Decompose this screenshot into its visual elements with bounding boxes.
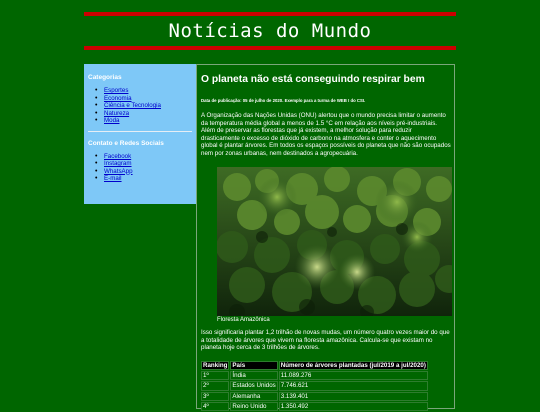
category-link-natureza[interactable]: Natureza — [104, 109, 130, 117]
list-item — [104, 87, 196, 95]
article-title: O planeta não está conseguindo respirar bem — [201, 74, 425, 85]
list-item — [104, 160, 196, 168]
table-cell: 11.089.276 — [279, 371, 428, 380]
site-title: Notícias do Mundo — [168, 20, 372, 42]
article-paragraph-2: Isso significaria plantar 1,2 trilhão de novas mudas, um número quatro vezes maior do que a totalidade de árvores que vivem na floresta amazônica. Calcula-se que existam no planeta hoje cerca de 3 trilhões de árvores. — [201, 329, 450, 352]
table-cell: 3º — [201, 392, 229, 401]
social-link-email[interactable]: E-mail — [104, 175, 122, 182]
list-item — [104, 102, 196, 110]
forest-canopy-image — [217, 167, 452, 316]
site-header — [84, 12, 456, 50]
category-link-esportes[interactable]: Esportes — [104, 87, 129, 94]
column-header-country: País — [230, 361, 277, 370]
article — [196, 64, 455, 409]
table-header-row — [201, 361, 428, 370]
list-item — [104, 95, 196, 103]
forest-photo — [217, 167, 452, 316]
list-item — [104, 153, 196, 161]
contact-heading: Contato e Redes Sociais — [88, 139, 164, 147]
table-cell: Reino Unido — [230, 402, 277, 411]
table-cell: 1º — [201, 371, 229, 380]
sidebar-divider — [88, 131, 192, 132]
trees-table — [200, 360, 429, 412]
table-cell: 2º — [201, 381, 229, 390]
table-cell: 4º — [201, 402, 229, 411]
table-cell: Estados Unidos — [232, 382, 276, 390]
category-link-economia[interactable]: Economia — [104, 94, 132, 102]
table-cell: Alemanha — [230, 392, 277, 401]
list-item — [104, 117, 196, 125]
category-link-moda[interactable]: Moda — [104, 117, 120, 124]
category-link-ciencia[interactable]: Ciência e Tecnologia — [104, 102, 161, 109]
social-link-whatsapp[interactable]: WhatsApp — [104, 167, 133, 175]
list-item — [104, 110, 196, 118]
table-row — [201, 392, 428, 401]
publication-info: Data de publicação: 05 de julho de 2020. Exemplo para a turma de WEB I do CSI. — [201, 98, 366, 103]
column-header-trees: Número de árvores plantadas (jul/2019 a jul/2020) — [280, 362, 426, 369]
table-row — [201, 381, 428, 390]
social-list — [84, 153, 196, 183]
column-header-ranking: Ranking — [203, 362, 228, 369]
categories-heading: Categorias — [88, 74, 122, 81]
categories-list — [84, 87, 196, 125]
social-link-facebook[interactable]: Facebook — [104, 152, 132, 160]
table-cell: 3.139.401 — [279, 392, 428, 401]
sidebar — [84, 64, 196, 204]
list-item — [104, 175, 196, 183]
table-cell: Índia — [230, 371, 277, 380]
image-caption: Floresta Amazônica — [217, 317, 270, 323]
article-paragraph-1: A Organização das Nações Unidas (ONU) alertou que o mundo precisa limitar o aumento da temperatura média global a menos de 1.5 °C em relação aos níveis pré-industriais. Além de preservar as florestas que já existem, a melhor solução para reduzir drasticamente o excesso de dióxido de carbono na atmosfera e conter o aquecimento global é plantar árvores. Em todos os espaços possíveis do planeta que não são ocupados nem por zonas urbanas, nem destinados a agropecuária. — [201, 112, 451, 157]
table-cell: 1.350.492 — [279, 402, 428, 411]
table-row — [201, 402, 428, 411]
social-link-instagram[interactable]: Instagram — [104, 160, 132, 167]
list-item — [104, 168, 196, 176]
table-row — [201, 371, 428, 380]
table-cell: 7.746.621 — [279, 381, 428, 390]
